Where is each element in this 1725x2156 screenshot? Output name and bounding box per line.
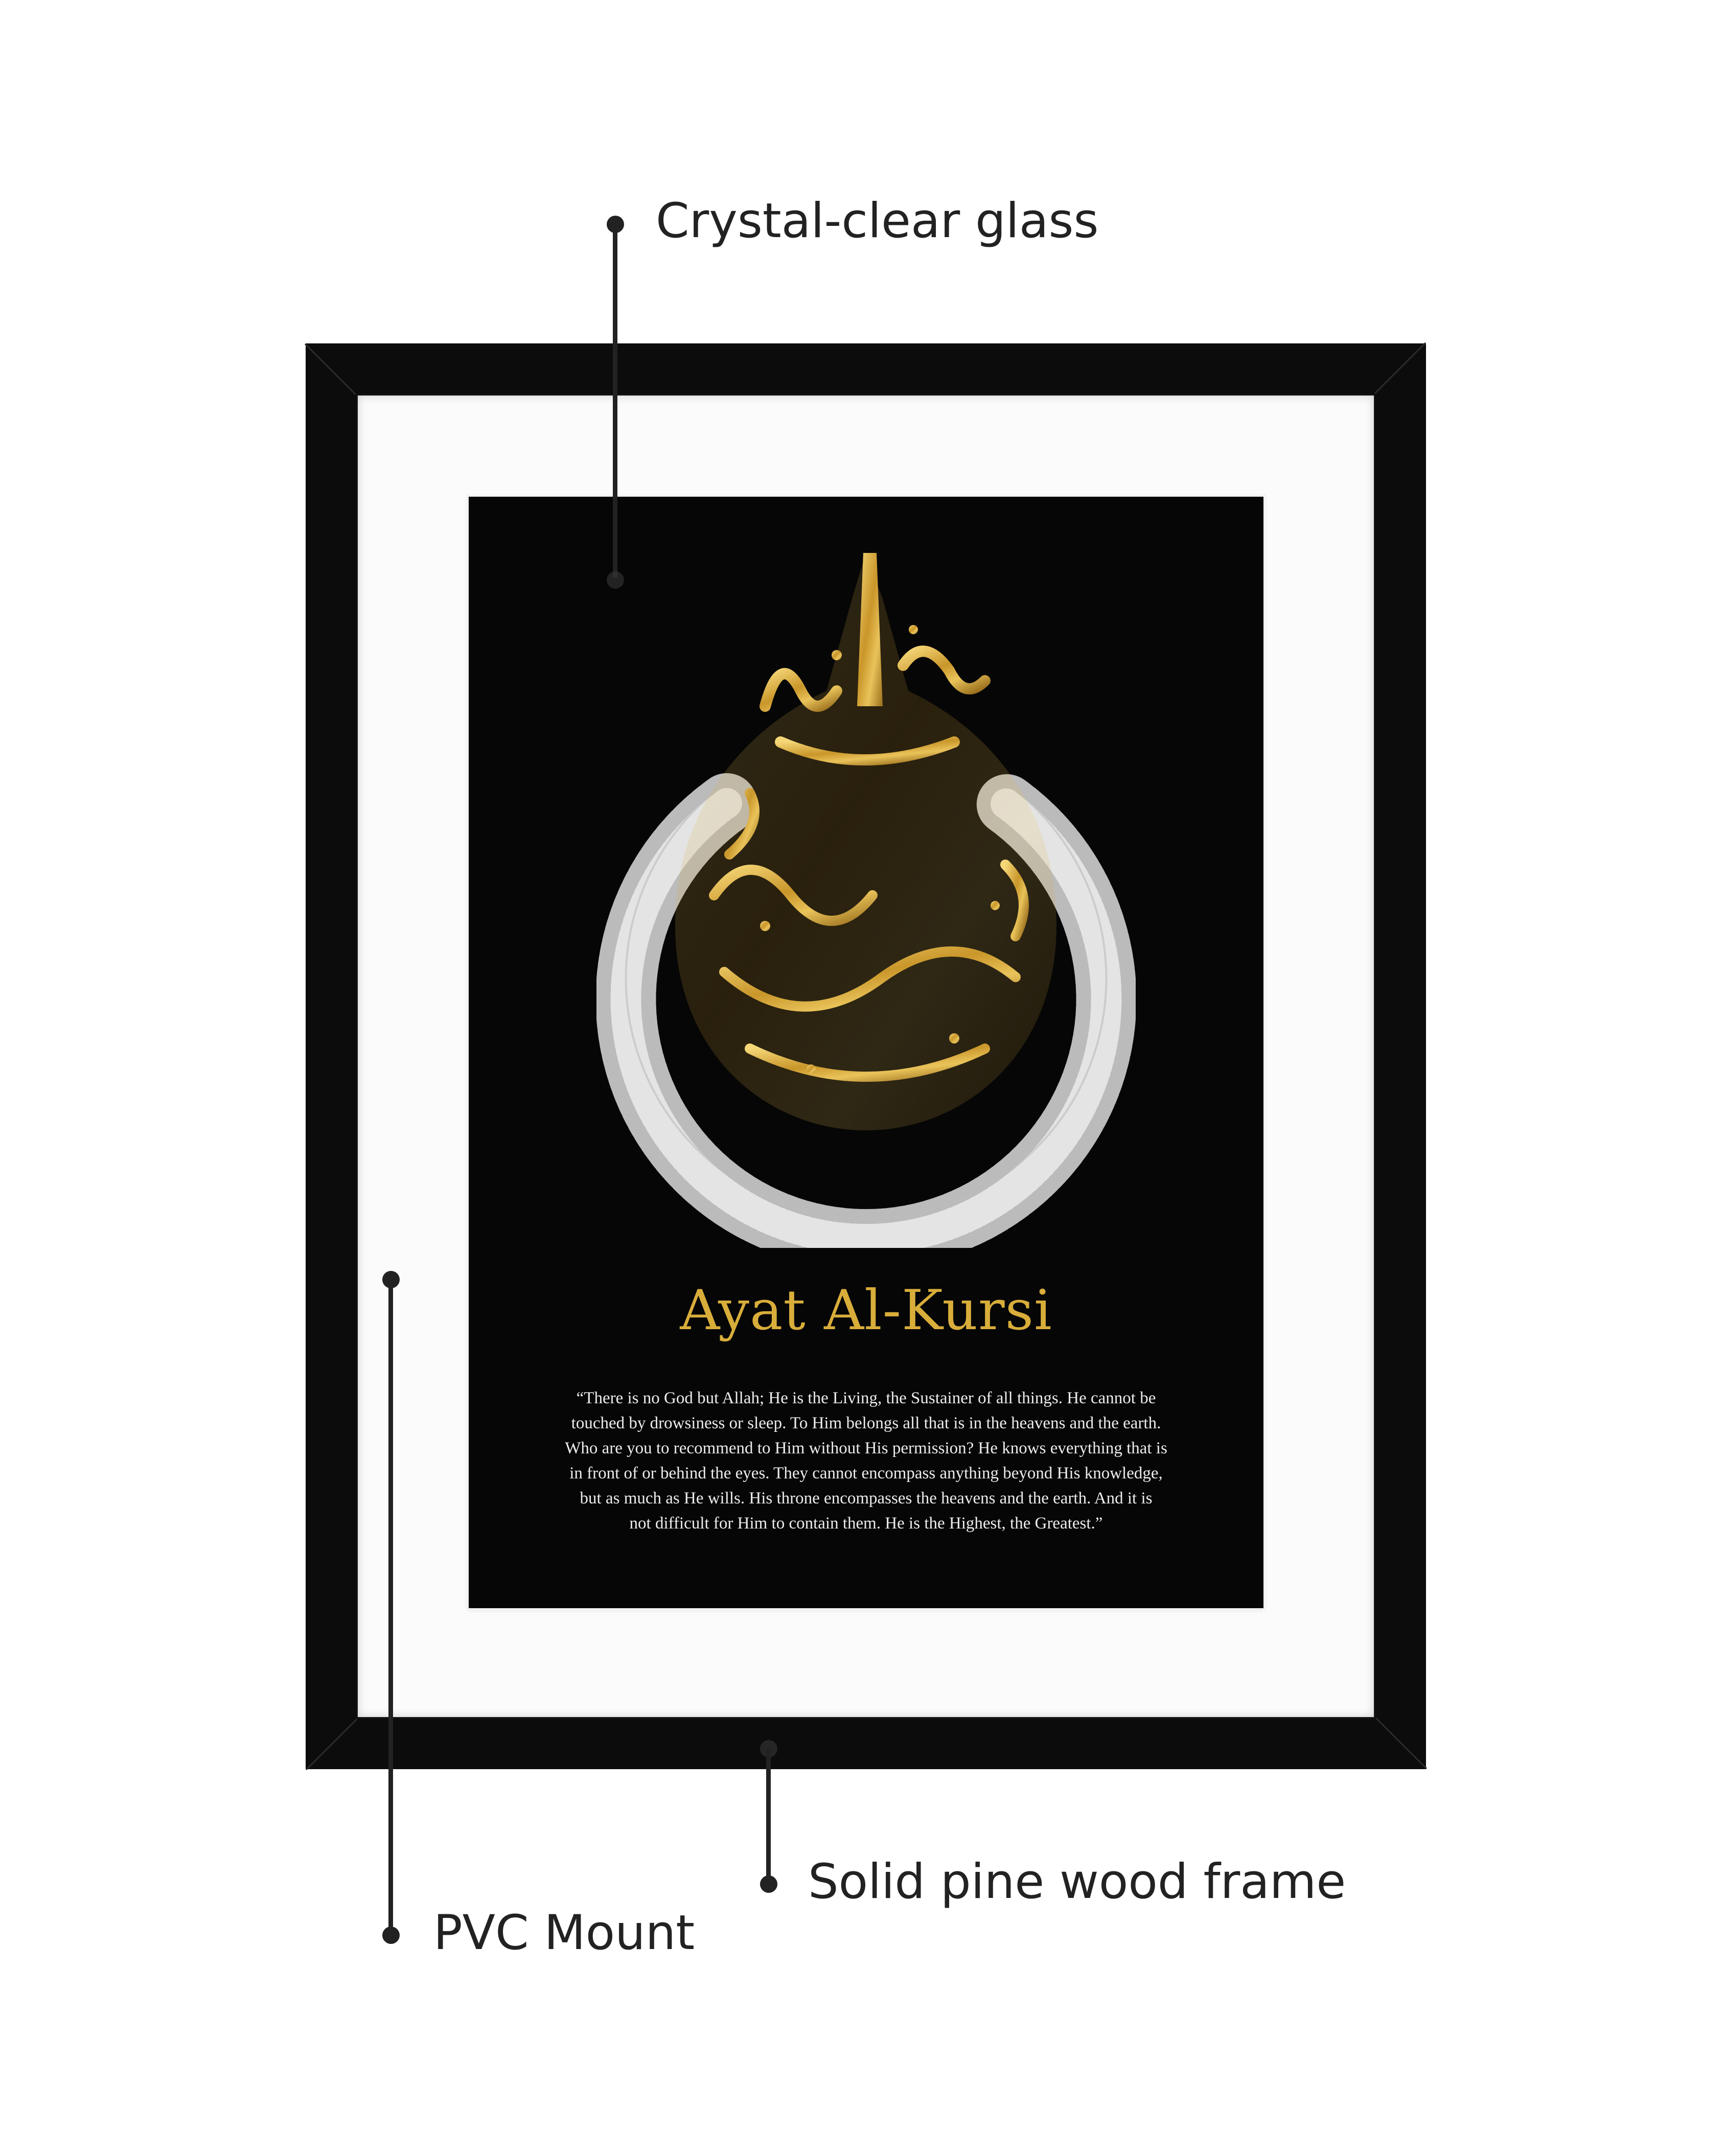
quote-line: touched by drowsiness or sleep. To Him belongs all that is in the heavens and the earth.	[571, 1414, 1161, 1432]
frame-callout-dot	[760, 1875, 777, 1893]
quote-line: Who are you to recommend to Him without His permission? He knows everything that is	[565, 1439, 1167, 1457]
frame-callout-label: Solid pine wood frame	[808, 1854, 1346, 1910]
glass-callout-anchor	[607, 571, 624, 589]
frame-miter-bottom-left	[306, 1719, 357, 1770]
glass-callout-line	[613, 225, 617, 577]
print-title: Ayat Al-Kursi	[680, 1279, 1052, 1342]
mount-callout-dot	[382, 1927, 400, 1944]
frame-miter-bottom-right	[1375, 1718, 1427, 1769]
quote-line: “There is no God but Allah; He is the Living, the Sustainer of all things. He cannot be	[576, 1389, 1156, 1407]
quote-line: but as much as He wills. His throne encompasses the heavens and the earth. And it is	[580, 1489, 1153, 1508]
glass-callout-label: Crystal-clear glass	[656, 193, 1099, 249]
quote-line: not difficult for Him to contain them. He is the Highest, the Greatest.”	[629, 1514, 1103, 1533]
frame-miter-top-right	[1374, 342, 1426, 394]
mount-callout-line	[388, 1280, 393, 1935]
print-quote	[499, 1386, 1233, 1536]
frame-callout-line	[766, 1749, 771, 1884]
ayat-al-kursi-calligraphy-artwork	[596, 538, 1136, 1248]
mount-callout-label: PVC Mount	[433, 1905, 695, 1961]
frame-miter-top-left	[305, 343, 356, 395]
quote-line: in front of or behind the eyes. They cannot encompass anything beyond His knowledge,	[569, 1464, 1163, 1482]
calligraphy-print	[469, 497, 1263, 1608]
